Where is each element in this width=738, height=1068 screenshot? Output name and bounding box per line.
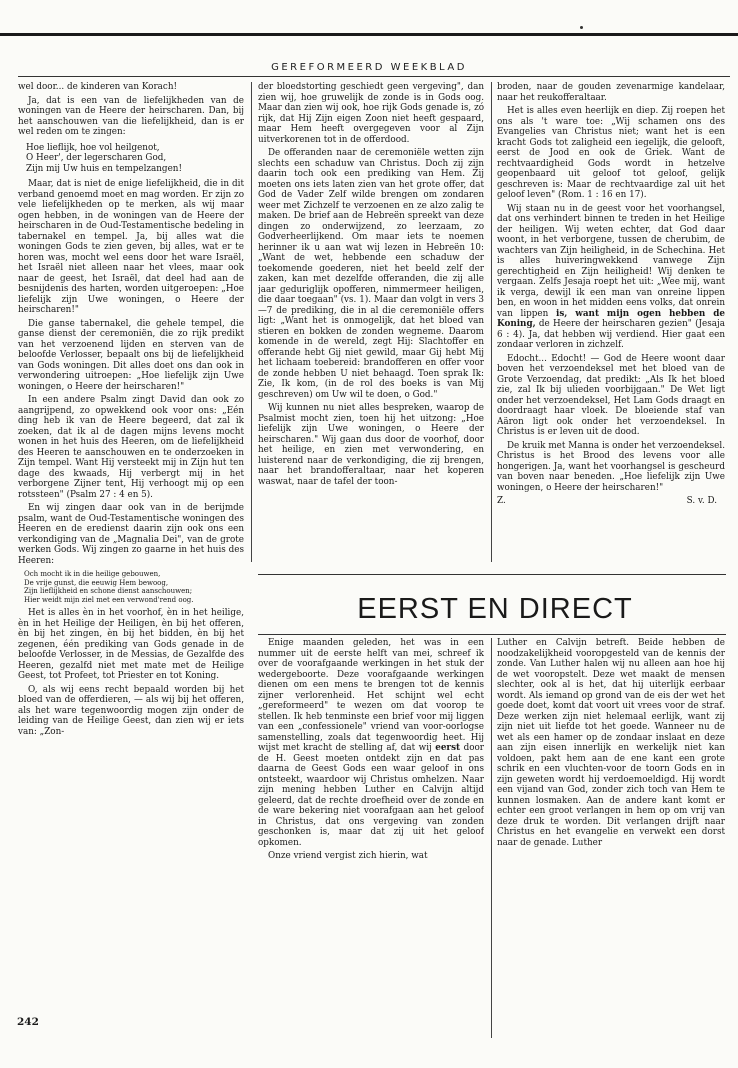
paragraph: Het is alles èn in het voorhof, èn in het heilige, èn in het Heilige der Heiligen, èn bij het offeren, èn bij het zingen, èn bij het bidden, èn bij het zegenen, één prediking van Gods genade in de beloofde Verlosser, in de Messias, de Gezalfde des Heeren, gezalfd niet met mate met de Heilige Geest, tot Profeet, tot Priester en tot Koning. — [18, 608, 244, 682]
text-run: door de H. Geest moeten ontdekt zijn en dat pas daarna de Geest Gods een waar geloof in ons ontsteekt, waardoor wij Christus omhelzen. Naar zijn mening hebben Luther en Calvijn altijd geleerd, dat de rechte droefheid over de zonde en de ware bekering niet voorafgaan aan het geloof in Christus, dat ons vergeving van zonden geschonken is, maar dat zij uit het geloof opkomen. — [258, 743, 484, 848]
text-run: Enige maanden geleden, het was in een nummer uit de eerste helft van mei, schreef ik over de voorafgaande werkingen in het stuk der wedergeboorte. Deze voorafgaande werkingen dienen om een mens te brengen tot de kennis zijner verlorenheid. Het schijnt wel echt „gereformeerd" te wezen om dat voorop te stellen. Ik heb tenminste een brief voor mij liggen van een „confessionele" vriend van voor-oorlogse samenstelling, zoals dat tegenwoordig heet. Hij wijst met kracht de stelling af, dat wij — [258, 638, 484, 753]
paragraph: Wij kunnen nu niet alles bespreken, waarop de Psalmist mocht zien, toen hij het uitzong: „Hoe liefelijk zijn Uwe woningen, o Heere der heirscharen." Wij gaan dus door de voorhof, door het heilige, en zien met verwondering, en luisterend naar de verkondiging, die zij brengen, naar het brandofferaltaar, naar het koperen waswat, naar de tafel der toon- — [258, 403, 484, 487]
masthead-rule — [18, 76, 730, 77]
poem-line: De vrije gunst, die eeuwig Hem bewoog, — [24, 578, 169, 587]
paragraph: Die ganse tabernakel, die gehele tempel, die ganse dienst der ceremoniën, die zo rijk predikt van het verzoenend lijden en sterven van de beloofde Verlosser, bepaalt ons bij de liefelijkheid van Gods woningen. Dit alles doet ons dan ook in verwondering uitroepen: „Hoe liefelijk zijn Uwe woningen, o Heere der heirscharen!" — [18, 318, 244, 392]
paragraph: De offeranden naar de ceremoniële wetten zijn slechts een schaduw van Christus. Doch zij zijn daarin toch ook een prediking van Hem. Zij moeten ons iets laten zien van het grote offer, dat God de Vader Zelf wilde brengen om zondaren weer met Zichzelf te verzoenen en ze alzo zalig te maken. De brief aan de Hebreën spreekt van deze dingen zo onderwijzend, zo leerzaam, zo Godverheerlijkend. Om maar iets te noemen herinner ik u aan wat wij lezen in Hebreën 10: „Want de wet, hebbende een schaduw der toekomende goederen, niet het beeld zelf der zaken, kan met dezelfde offeranden, die zij alle jaar geduriglijk opofferen, nimmermeer heiligen, die daar toegaan" (vs. 1). Maar dan volgt in vers 3—7 de prediking, die in al die ceremoniële offers ligt: „Want het is onmogelijk, dat het bloed van stieren en bokken de zonden wegneme. Daarom komende in de wereld, zegt Hij: Slachtoffer en offerande hebt Gij niet gewild, maar Gij hebt Mij het lichaam toebereid: brandofferen en offer voor de zonde hebben U niet behaagd. Toen sprak Ik: Zie, Ik kom, (in de rol des boeks is van Mij geschreven) om Uw wil te doen, o God." — [258, 148, 484, 400]
poem-line: Zijn lieflijkheid en schone dienst aanschouwen; — [24, 587, 193, 596]
column-1 — [18, 82, 244, 1007]
paragraph: O, als wij eens recht bepaald worden bij het bloed van de offerdieren, — als wij bij het offeren, als het ware tegenwoordig mogen zijn onder de leiding van de Heilige Geest, dan zien wij er iets van: „Zon- — [18, 684, 244, 737]
paragraph: Ja, dat is een van de liefelijkheden van de woningen van de Heere der heirscharen. Dan, bij het aanschouwen van die liefelijkheid, dan is er wel reden om te zingen: — [18, 95, 244, 137]
paragraph: wel door... de kinderen van Korach! — [18, 82, 178, 92]
text-run: de Heere der heirscharen gezien" (Jesaja 6 : 4). Ja, dat hebben wij verdiend. Hier gaat een zondaar verloren in zichzelf. — [497, 319, 725, 350]
poem-line: Hoe lieflijk, hoe vol heilgenot, — [26, 142, 160, 153]
paragraph: In een andere Psalm zingt David dan ook zo aangrijpend, zo opwekkend ook voor ons: „Eén ding heb ik van de Heere begeerd, dat zal ik zoeken, dat ik al de dagen mijns levens mocht wonen in het huis des Heeren, om de liefelijkheid des Heeren te aanschouwen en te onderzoeken in Zijn tempel. Want Hij versteekt mij in Zijn hut ten dage des kwaads, Hij verbergt mij in het verborgene Zijner tent, Hij verhoogt mij op een rotssteen" (Psalm 27 : 4 en 5). — [18, 395, 244, 500]
text-run: Wij staan nu in de geest voor het voorhangsel, dat ons verhindert binnen te treden in het Heilige der heiligen. Wij weten echter, dat God daar woont, in het verborgene, tussen de cherubim, de wachters van Zijn heiligheid, in de Schechina. Het is alles huiveringwekkend vanwege Zijn gerechtigheid en Zijn heiligheid! Wij denken te vergaan. Zelfs Jesaja roept het uit: „Wee mij, want ik verga, dewijl ik een man van onreine lippen ben, en woon in het midden eens volks, dat onrein van lippen — [497, 203, 725, 319]
paragraph: Onze vriend vergist zich hierin, wat — [268, 851, 428, 861]
article-2-column-2 — [497, 638, 725, 1038]
poem-line: Zijn mij Uw huis en tempelzangen! — [26, 163, 182, 174]
bold-run: eerst — [435, 743, 461, 753]
paragraph: Luther en Calvijn betreft. Beide hebben de noodzakelijkheid vooropgesteld van de kennis der zonde. Van Luther halen wij nu alleen aan hoe hij de wet vooropstelt. Deze wet maakt de mensen slechter, ook al is het, dat hij uiterlijk eerbaar wordt. Als iemand op grond van de eis der wet het goede doet, komt dat voort uit vrees voor de straf. Deze werken zijn niet helemaal eerlijk, want zij zijn niet uit liefde tot het goede. Wanneer nu de wet als een hamer op de zondaar inslaat en deze aan zijn eisen innerlijk en werkelijk niet kan voldoen, pakt hem aan de ene kant een grote schrik en een vluchten-voor de toorn Gods en in zijn geweten wordt hij verdoemoeldigd. Hij wordt een vijand van God, zonder zich toch van Hem te kunnen losmaken. Aan de andere kant komt er echter een groot verlangen in hem op om vrij van deze druk te worden. Dit verlangen drijft naar Christus en het evangelie en verwekt een dorst naar de genade. Luther — [497, 638, 725, 848]
paragraph: Maar, dat is niet de enige liefelijkheid, die in dit verband genoemd moet en mag worden. Er zijn zo vele liefelijkheden op te merken, als wij maar ogen hebben, in de woningen van de Heere der heirscharen in de Oud-Testamentische bedeling in tabernakel en tempel. Ja, bij alles wat die woningen Gods te zien geven, bij alles, wat er te horen was, mocht wel eens door het ware Israël, het Israël niet alleen naar het vlees, maar ook naar de geest, het Israël, dat deel had aan de besnijdenis des harten, worden uitgeroepen: „Hoe liefelijk zijn Uwe woningen, o Heere der heirscharen!" — [18, 179, 244, 315]
speck-mark — [580, 26, 583, 29]
column-3 — [497, 82, 725, 567]
paragraph: broden, naar de gouden zevenarmige kandelaar, naar het reukofferaltaar. — [497, 82, 725, 103]
poem-line: Hier weidt mijn ziel met een verwond'rend oog. — [24, 595, 194, 604]
paragraph: Edocht... Edocht! — God de Heere woont daar boven het verzoendeksel met het bloed van de Grote Verzoendag, dat predikt: „Als Ik het bloed zie, zal Ik bij ulieden voorbijgaan." De Wet ligt onder het verzoendeksel, Het Lam Gods draagt en doordraagt haar vloek. De bloeiende staf van Aäron ligt ook onder het verzoendeksel. In Christus is er leven uit de dood. — [497, 353, 725, 437]
article-divider — [258, 574, 726, 575]
poem — [26, 143, 244, 175]
signature — [497, 496, 725, 507]
article-title: EERST EN DIRECT — [357, 593, 633, 625]
column-divider — [491, 638, 492, 1038]
paragraph: En wij zingen daar ook van in de berijmde psalm, want de Oud-Testamentische woningen des Heeren en de eredienst daarin zijn ook ons een verkondiging van de „Magnalia Dei", van de grote werken Gods. Wij zingen zo gaarne in het huis des Heeren: — [18, 503, 244, 566]
signature-right: S. v. D. — [686, 496, 717, 506]
page-number: 242 — [17, 1016, 39, 1028]
paragraph: De kruik met Manna is onder het verzoendeksel. Christus is het Brood des levens voor alle hongerigen. Ja, want het voorhangsel is gescheurd van boven naar beneden. „Hoe liefelijk zijn Uwe woningen, o Heere der heirscharen!" — [497, 440, 725, 493]
paragraph: der bloedstorting geschiedt geen vergeving", dan zien wij, hoe gruwelijk de zonde is in Gods oog. Maar dan zien wij ook, hoe rijk Gods genade is, zó rijk, dat Hij Zijn eigen Zoon niet heeft gespaard, maar Hem heeft overgegeven voor al Zijn uitverkorenen tot in de offerdood. — [258, 82, 484, 145]
paragraph — [497, 204, 725, 351]
signature-left: Z. — [497, 496, 506, 506]
poem-small — [24, 570, 244, 604]
top-rule — [0, 33, 738, 36]
masthead: GEREFORMEERD WEEKBLAD — [271, 62, 467, 73]
bold-run: is, want mijn ogen hebben de Koning, — [497, 308, 725, 329]
paragraph: Het is alles even heerlijk en diep. Zij roepen het ons als 't ware toe: „Wij schamen ons des Evangelies van Christus niet; want het is een kracht Gods tot zaligheid een iegelijk, die gelooft, eerst de Jood en ook de Griek. Want de rechtvaardigheid Gods wordt in hetzelve geopenbaard uit geloof tot geloof, gelijk geschreven is: Maar de rechtvaardige zal uit het geloof leven" (Rom. 1 : 16 en 17). — [497, 106, 725, 200]
title-rule — [258, 634, 726, 635]
article-2-column-1 — [258, 638, 484, 1038]
column-divider — [491, 82, 492, 562]
paragraph — [258, 638, 484, 848]
poem-line: O Heer', der legerscharen God, — [26, 153, 167, 163]
column-2 — [258, 82, 484, 562]
column-divider — [251, 82, 252, 562]
poem-line: Och mocht ik in die heilige gebouwen, — [24, 570, 161, 578]
